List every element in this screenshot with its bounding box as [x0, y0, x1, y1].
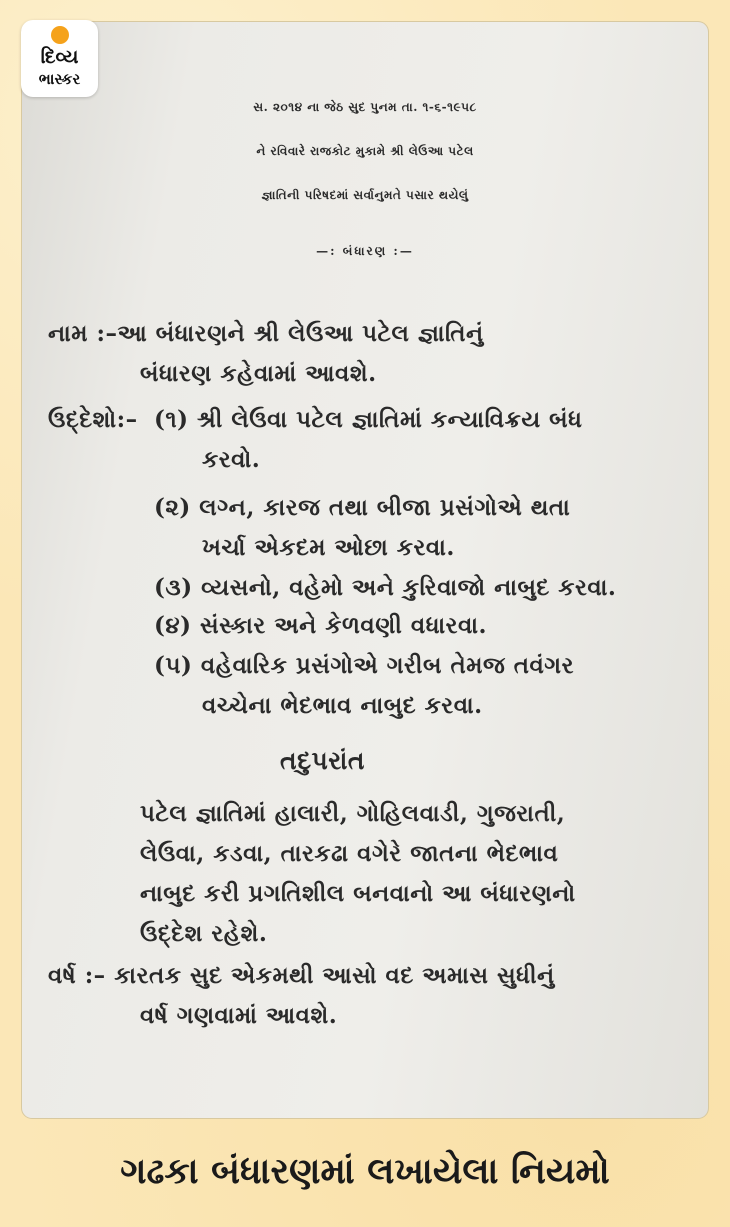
naam-line-1: નામ :–આ બંધારણને શ્રી લેઉઆ પટેલ જ્ઞાતિનું	[48, 320, 484, 347]
objective-1-line-2: કરવો.	[202, 446, 261, 473]
tadupraant-line-2: લેઉવા, કડવા, તારકઢા વગેરે જાતના ભેદભાવ	[140, 840, 559, 867]
objective-2-line-1: (૨) લગ્ન, કારજ તથા બીજા પ્રસંગોએ થતા	[154, 494, 571, 521]
objective-4: (૪) સંસ્કાર અને કેળવણી વધારવા.	[154, 612, 488, 639]
varsh-line-1: વર્ષ :– કારતક સુદ એકમથી આસો વદ અમાસ સુધીનું	[48, 962, 555, 989]
varsh-line-2: વર્ષ ગણવામાં આવશે.	[140, 1002, 338, 1029]
tadupraant-heading: તદુપરાંત	[280, 746, 365, 775]
sun-icon	[51, 26, 69, 44]
divya-bhaskar-logo	[21, 20, 98, 97]
objective-5-line-2: વચ્ચેના ભેદભાવ નાબુદ કરવા.	[202, 692, 483, 719]
constitution-document	[22, 22, 708, 1118]
uddesho-label: ઉદ્દેશો:–	[48, 406, 138, 433]
tadupraant-line-3: નાબુદ કરી પ્રગતિશીલ બનવાનો આ બંધારણનો	[140, 880, 576, 907]
tadupraant-line-1: પટેલ જ્ઞાતિમાં હાલારી, ગોહિલવાડી, ગુજરાતી,	[140, 800, 566, 827]
objective-2-line-2: ખર્ચા એકદમ ઓછા કરવા.	[202, 534, 455, 561]
objective-1-line-1: (૧) શ્રી લેઉવા પટેલ જ્ઞાતિમાં કન્યાવિક્રય બંધ	[154, 406, 583, 433]
document-title: —: બંધારણ :—	[316, 244, 414, 258]
header-line-1: સ. ૨૦૧૪ ના જેઠ સુદ પુનમ તા. ૧-૬-૧૯૫૮	[253, 100, 477, 114]
logo-text-line1: દિવ્ય	[40, 46, 79, 68]
objective-3: (૩) વ્યસનો, વહેમો અને કુરિવાજો નાબુદ કરવા.	[154, 574, 617, 601]
document-photo	[22, 22, 708, 1118]
header-line-3: જ્ઞાતિની પરિષદમાં સર્વાનુમતે પસાર થયેલું	[261, 188, 469, 202]
naam-line-2: બંધારણ કહેવામાં આવશે.	[140, 360, 377, 387]
tadupraant-line-4: ઉદ્દેશ રહેશે.	[140, 920, 268, 947]
objective-5-line-1: (૫) વહેવારિક પ્રસંગોએ ગરીબ તેમજ તવંગર	[154, 652, 574, 679]
logo-text-line2: ભાસ્કર	[38, 70, 81, 88]
image-caption: ગઢકા બંધારણમાં લખાયેલા નિયમો	[120, 1151, 610, 1192]
header-line-2: ને રવિવારે રાજકોટ મુકામે શ્રી લેઉઆ પટેલ	[256, 144, 474, 158]
